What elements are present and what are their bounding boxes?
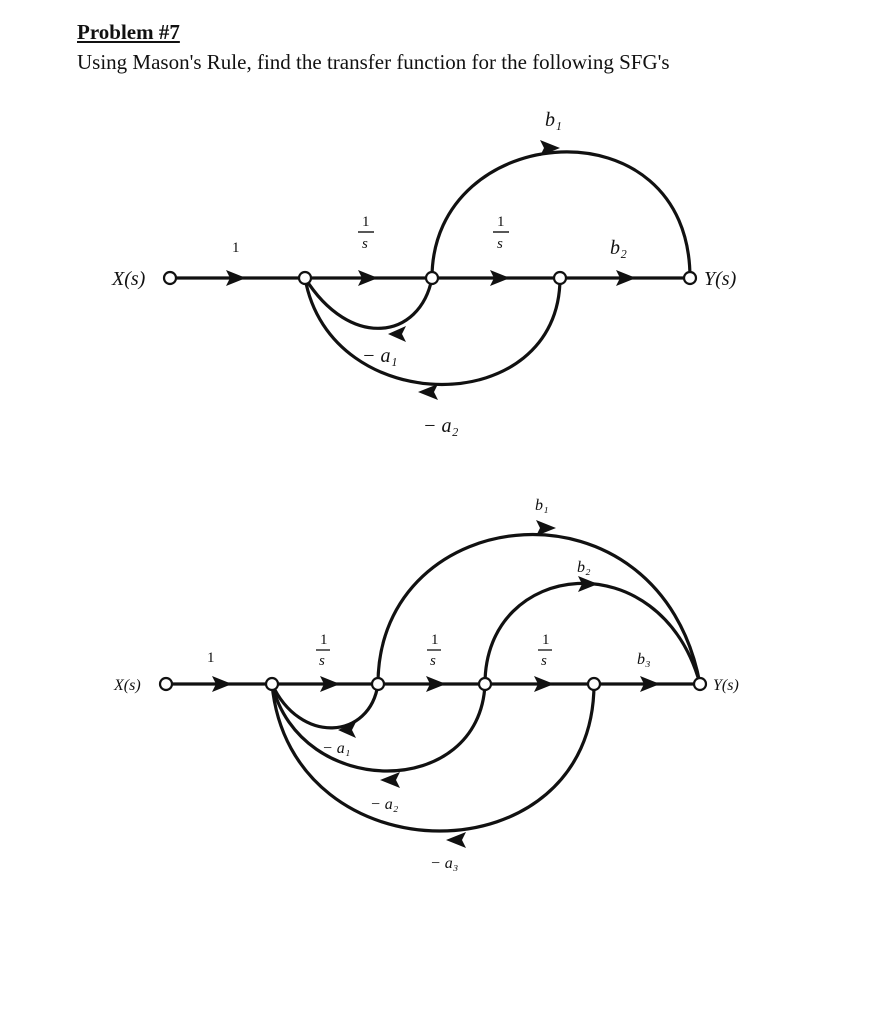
- sfg2-int1-den: s: [319, 653, 325, 669]
- sfg2-a1-label: − a₁: [322, 740, 351, 757]
- sfg2-int1-num: 1: [320, 632, 328, 648]
- sfg2-b1-label: b₁: [535, 497, 549, 514]
- sfg2-b2-label: b₂: [577, 559, 591, 576]
- sfg1-feedback-a2: [305, 278, 560, 385]
- sfg2-a3-label: − a₃: [430, 855, 459, 872]
- sfg2-b3-label: b₃: [637, 651, 651, 668]
- sfg-2: [113, 497, 739, 872]
- sfg1-node-1: [299, 272, 311, 284]
- sfg2-node-input: [160, 678, 172, 690]
- sfg1-int2-num: 1: [497, 214, 505, 230]
- sfg2-feedback-a2: [272, 684, 485, 771]
- sfg1-a1-label: − a₁: [362, 345, 398, 367]
- sfg1-node-2: [426, 272, 438, 284]
- sfg1-a2-label: − a₂: [423, 415, 459, 437]
- sfg1-gain-in-label: 1: [232, 240, 240, 256]
- sfg1-node-3: [554, 272, 566, 284]
- sfg1-int1-den: s: [362, 236, 368, 252]
- sfg1-feedforward-b1: [432, 152, 690, 278]
- sfg2-input-label: X(s): [114, 677, 141, 694]
- sfg1-arrow-a2: [418, 384, 438, 400]
- sfg1-int2-den: s: [497, 236, 503, 252]
- sfg2-node-1: [266, 678, 278, 690]
- sfg2-feedback-a3: [272, 684, 594, 831]
- sfg2-arrow-a3: [446, 832, 466, 848]
- sfg2-feedforward-b2: [485, 583, 700, 684]
- sfg2-node-3: [479, 678, 491, 690]
- sfg2-int2-den: s: [430, 653, 436, 669]
- sfg1-node-input: [164, 272, 176, 284]
- sfg2-output-label: Y(s): [713, 677, 739, 694]
- sfg1-b1-label: b₁: [545, 109, 562, 131]
- sfg1-node-output: [684, 272, 696, 284]
- sfg1-feedback-a1: [305, 278, 432, 328]
- sfg1-int1-num: 1: [362, 214, 370, 230]
- sfg2-int2-num: 1: [431, 632, 439, 648]
- sfg1-input-label: X(s): [112, 268, 146, 290]
- sfg2-gain-in-label: 1: [207, 650, 215, 666]
- problem-statement: Using Mason's Rule, find the transfer function for the following SFG's: [77, 50, 670, 74]
- sfg2-arrow-a2: [380, 772, 400, 788]
- sfg2-int3-den: s: [541, 653, 547, 669]
- sfg1-output-label: Y(s): [704, 268, 737, 290]
- sfg2-node-4: [588, 678, 600, 690]
- sfg-1: [111, 109, 737, 437]
- sfg2-int3-num: 1: [542, 632, 550, 648]
- sfg2-node-2: [372, 678, 384, 690]
- sfg1-b2-label: b₂: [610, 237, 627, 259]
- problem-title: Problem #7: [77, 20, 180, 44]
- sfg2-node-output: [694, 678, 706, 690]
- sfg2-a2-label: − a₂: [370, 796, 399, 813]
